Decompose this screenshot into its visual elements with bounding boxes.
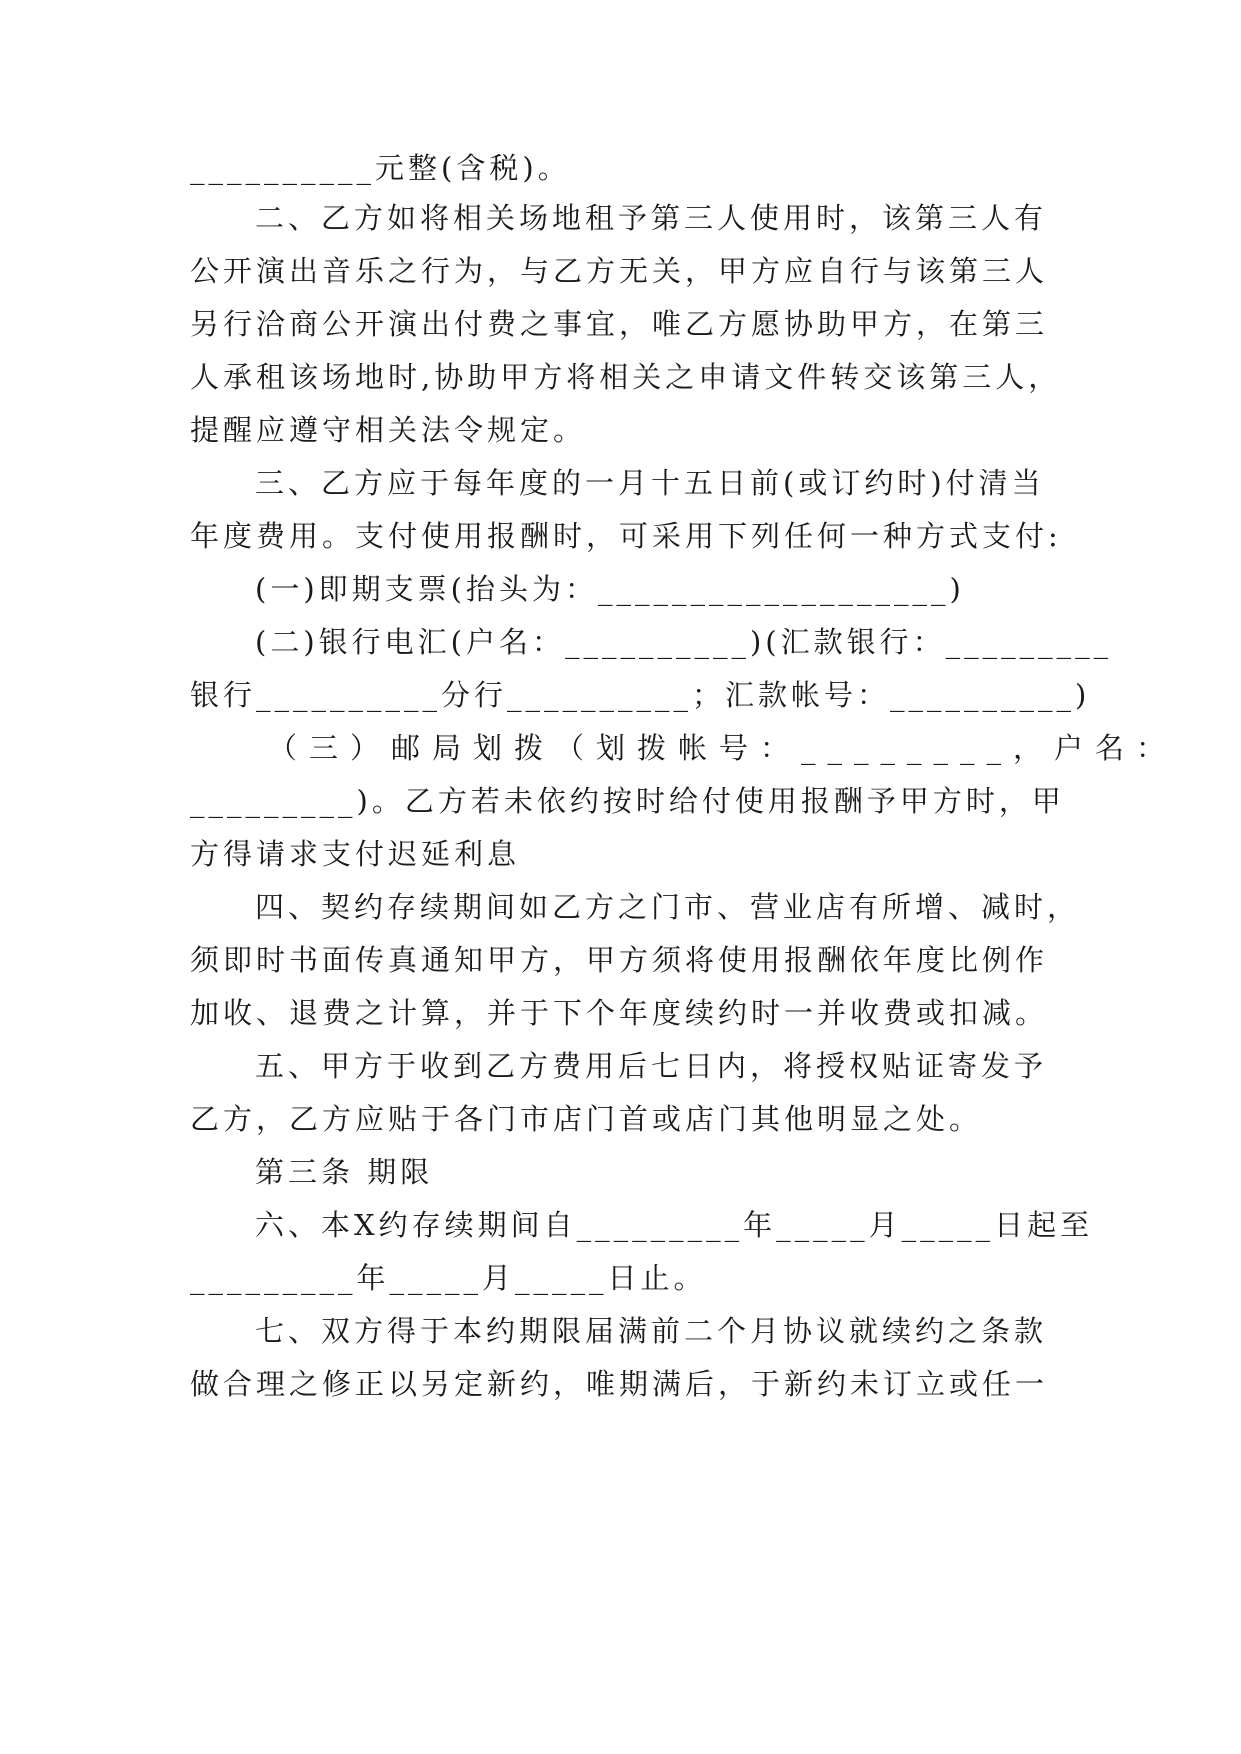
text-line-12: （三）邮局划拨（划拨帐号：________，户名： xyxy=(268,731,1178,765)
text-line-16: 须即时书面传真通知甲方，甲方须将使用报酬依年度比例作 xyxy=(190,943,1049,977)
text-line-18: 五、甲方于收到乙方费用后七日内，将授权贴证寄发予 xyxy=(255,1049,1048,1083)
text-line-8: 年度费用。支付使用报酬时，可采用下列任何一种方式支付: xyxy=(190,519,1062,553)
text-line-3: 公开演出音乐之行为，与乙方无关，甲方应自行与该第三人 xyxy=(190,254,1049,288)
text-line-14: 方得请求支付迟延利息 xyxy=(190,837,521,871)
text-line-13: _________)。乙方若未依约按时给付使用报酬予甲方时，甲 xyxy=(190,784,1065,818)
text-line-21: 六、本X约存续期间自_________年_____月_____日起至 xyxy=(255,1208,1094,1242)
text-line-10: (二)银行电汇(户名：__________)(汇款银行：_________ xyxy=(255,625,1113,659)
text-line-1: __________元整(含税)。 xyxy=(190,151,571,185)
text-line-22: _________年_____月_____日止。 xyxy=(190,1261,707,1295)
text-line-11: 银行__________分行__________；汇款帐号：__________) xyxy=(190,678,1091,712)
text-line-2: 二、乙方如将相关场地租予第三人使用时，该第三人有 xyxy=(255,201,1048,235)
text-line-4: 另行洽商公开演出付费之事宜，唯乙方愿协助甲方，在第三 xyxy=(190,307,1049,341)
text-line-23: 七、双方得于本约期限届满前二个月协议就续约之条款 xyxy=(255,1314,1048,1348)
text-line-24: 做合理之修正以另定新约，唯期满后，于新约未订立或任一 xyxy=(190,1367,1049,1401)
text-line-17: 加收、退费之计算，并于下个年度续约时一并收费或扣减。 xyxy=(190,996,1049,1030)
text-line-6: 提醒应遵守相关法令规定。 xyxy=(190,413,587,447)
section-heading-term: 第三条 期限 xyxy=(255,1155,434,1189)
text-line-15: 四、契约存续期间如乙方之门市、营业店有所增、减时， xyxy=(255,890,1081,924)
text-line-5: 人承租该场地时,协助甲方将相关之申请文件转交该第三人， xyxy=(190,360,1062,394)
text-line-7: 三、乙方应于每年度的一月十五日前(或订约时)付清当 xyxy=(255,466,1045,500)
text-line-9: (一)即期支票(抬头为：___________________) xyxy=(255,572,965,606)
text-line-19: 乙方，乙方应贴于各门市店门首或店门其他明显之处。 xyxy=(190,1102,983,1136)
